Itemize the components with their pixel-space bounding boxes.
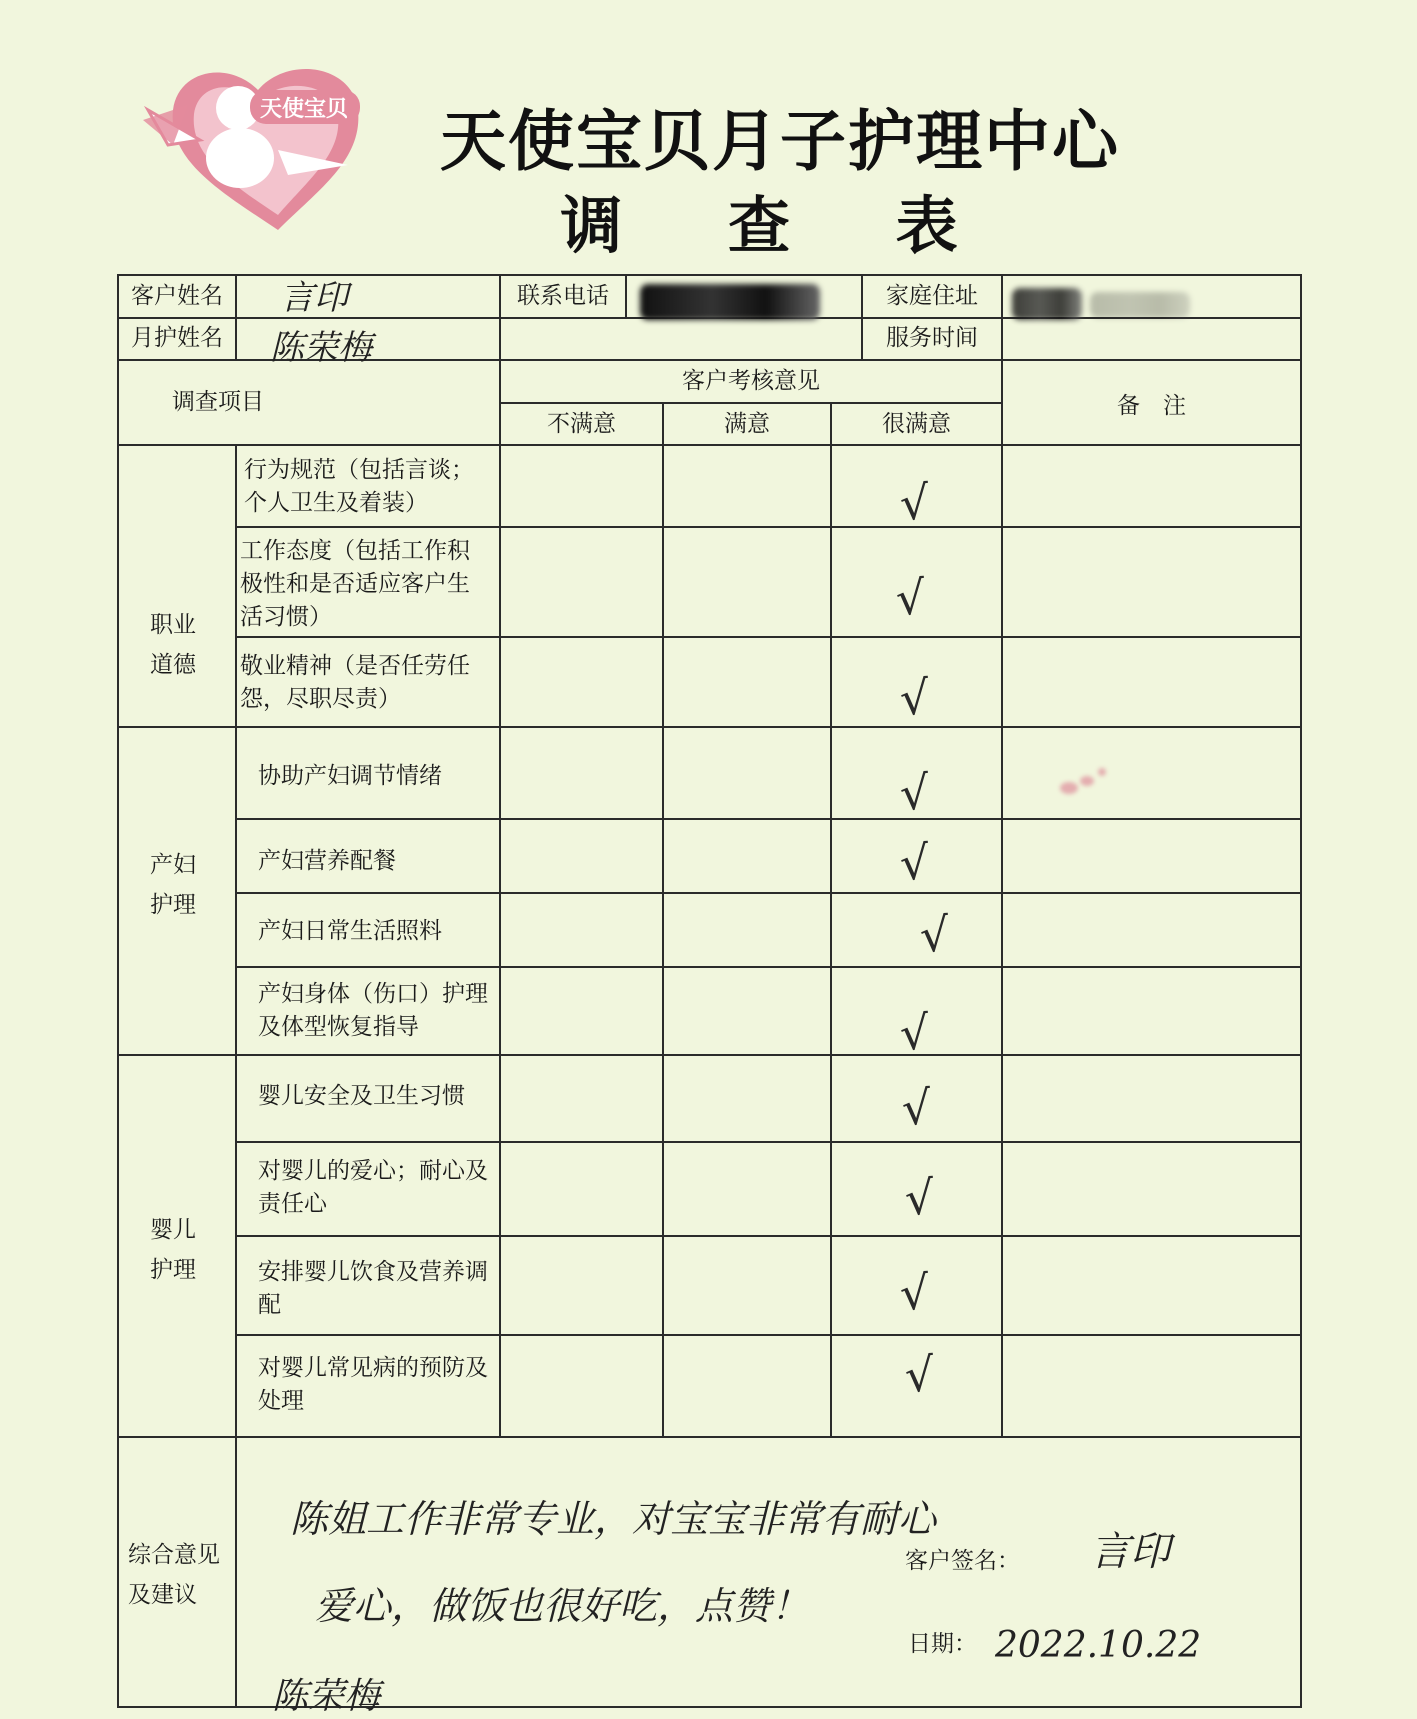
category-baby-care: 婴儿 护理: [150, 1217, 196, 1283]
opinion-header: 客户考核意见: [682, 368, 820, 394]
signature-label: 客户签名：: [905, 1548, 1020, 1574]
customer-name-value: 言印: [280, 278, 348, 318]
ink-stain: [1060, 782, 1078, 794]
category-mother-care: 产妇 护理: [150, 852, 196, 918]
ink-stain: [1098, 768, 1106, 776]
checkmark: √: [894, 570, 928, 626]
phone-label: 联系电话: [517, 283, 609, 309]
item-label: 敬业精神（是否任劳任怨，尽职尽责）: [240, 653, 470, 712]
item-label: 对婴儿的爱心；耐心及责任心: [258, 1158, 488, 1217]
form-subtitle: 调 查 表: [560, 189, 1000, 262]
customer-name-label: 客户姓名: [131, 283, 223, 309]
survey-item-header: 调查项目: [172, 389, 264, 415]
item-label: 行为规范（包括言谈；个人卫生及着装）: [244, 457, 474, 516]
address-redacted: [1012, 288, 1082, 320]
item-label: 工作态度（包括工作积极性和是否适应客户生活习惯）: [240, 538, 470, 630]
satisfied-header: 满意: [724, 411, 770, 437]
checkmark: √: [898, 670, 932, 726]
address-label: 家庭住址: [886, 283, 978, 309]
item-label: 对婴儿常见病的预防及处理: [258, 1355, 488, 1414]
checkmark: √: [918, 907, 952, 963]
item-label: 安排婴儿饮食及营养调配: [258, 1259, 488, 1318]
item-label: 产妇营养配餐: [258, 848, 396, 874]
checkmark: √: [898, 1265, 932, 1321]
checkmark: √: [900, 1080, 934, 1136]
item-label: 产妇身体（伤口）护理及体型恢复指导: [258, 981, 488, 1040]
summary-comment-line1: 陈姐工作非常专业，对宝宝非常有耐心: [290, 1497, 937, 1541]
date-label: 日期：: [908, 1631, 977, 1657]
nurse-name-value: 陈荣梅: [270, 328, 372, 368]
item-label: 产妇日常生活照料: [258, 918, 442, 944]
dissatisfied-header: 不满意: [547, 411, 616, 437]
checkmark: √: [903, 1170, 937, 1226]
service-time-label: 服务时间: [886, 325, 978, 351]
checkmark: √: [898, 1005, 932, 1061]
checkmark: √: [898, 765, 932, 821]
very-satisfied-header: 很满意: [882, 411, 951, 437]
nurse-name-label: 月护姓名: [131, 325, 223, 351]
address-redacted-2: [1090, 292, 1190, 318]
category-ethics: 职业 道德: [150, 612, 196, 678]
summary-label: 综合意见 及建议: [128, 1542, 220, 1608]
remarks-header: 备 注: [1117, 393, 1186, 419]
checkmark: √: [903, 1347, 937, 1403]
form-title: 天使宝贝月子护理中心: [440, 103, 1120, 180]
summary-comment-line2: 爱心，做饭也很好吃，点赞！: [315, 1584, 810, 1628]
nurse-signature: 陈荣梅: [272, 1676, 381, 1717]
logo-text: 天使宝贝: [260, 97, 349, 122]
ink-stain: [1080, 776, 1094, 786]
signature-value: 言印: [1090, 1529, 1170, 1575]
item-label: 婴儿安全及卫生习惯: [258, 1083, 465, 1109]
checkmark: √: [898, 835, 932, 891]
date-value: 2022.10.22: [995, 1625, 1202, 1666]
checkmark: √: [898, 475, 932, 531]
item-label: 协助产妇调节情绪: [258, 763, 442, 789]
phone-redacted: [640, 284, 820, 320]
